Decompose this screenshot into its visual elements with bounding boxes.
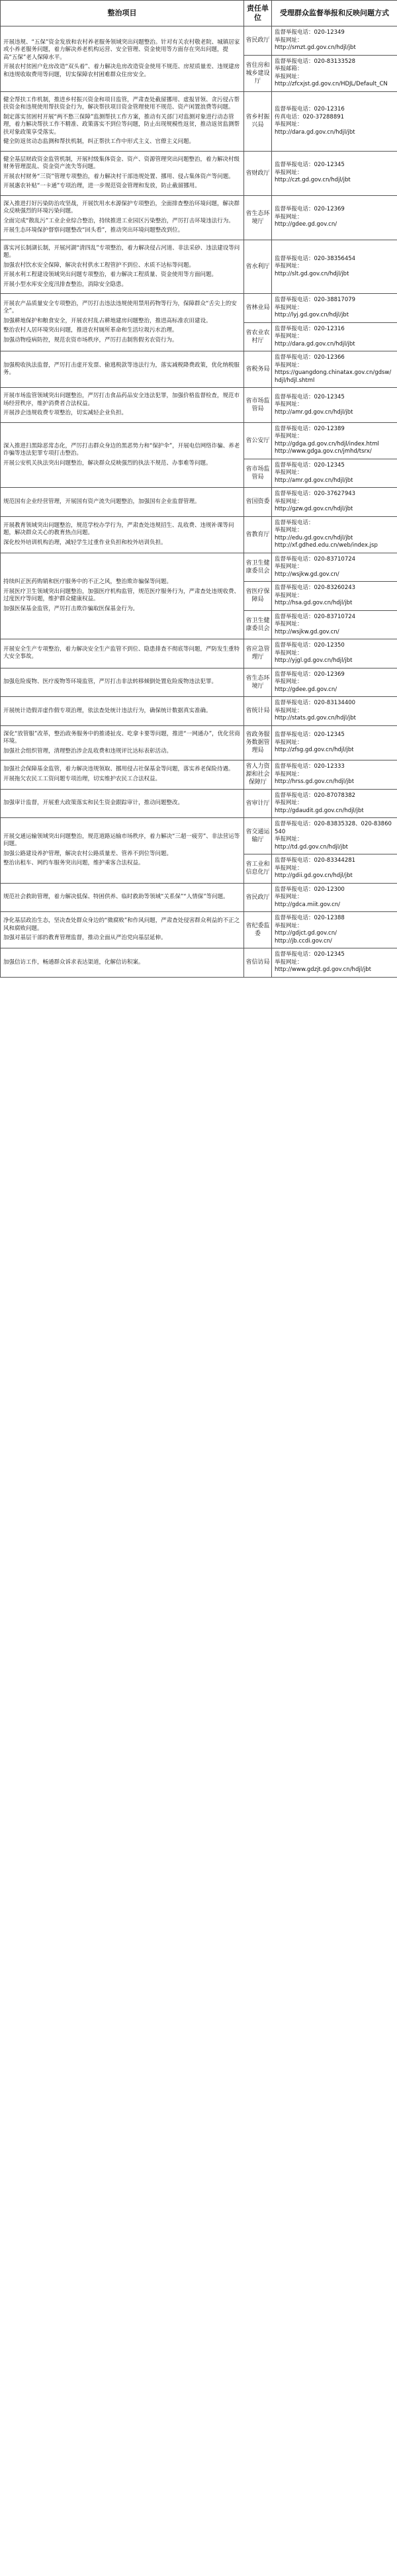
report-contact-line: 举报网址：	[275, 770, 303, 778]
report-contact-line: 举报网址：	[275, 649, 303, 657]
table-row	[1, 639, 397, 668]
rectification-item-cell	[1, 883, 244, 912]
table-row	[1, 668, 397, 697]
report-website-link[interactable]: http://slt.gd.gov.cn/hdjl/jbt	[275, 270, 349, 277]
responsible-department: 省水利厅	[244, 240, 272, 294]
report-website-link[interactable]: http://yjgl.gd.gov.cn/hdjl/jbt	[275, 657, 353, 664]
rectification-item-cell	[1, 818, 244, 884]
report-website-link[interactable]: https://guangdong.chinatax.gov.cn/gdsw/hdjl/hdjl.shtml	[275, 369, 392, 384]
table-row	[1, 151, 397, 195]
report-contact-cell	[272, 55, 397, 91]
report-contact-cell	[272, 883, 397, 912]
rectification-item-text: 加强农村饮水安全保障，解决农村供水工程管护不到位、水质不达标等问题。	[3, 261, 195, 269]
report-website-link[interactable]: http://amr.gd.gov.cn/hdjl/jbt	[275, 477, 353, 484]
responsible-department: 省人力资源和社会保障厅	[244, 760, 272, 790]
table-body	[1, 26, 397, 978]
report-contact-line: 监督举报电话：020-12369	[275, 206, 345, 213]
rectification-item-text: 开展惠农补贴“一卡通”专项治理，进一步规范资金管理和发放，防止截留挪用。	[3, 183, 200, 189]
report-contact-line: 监督举报电话：020-83134400	[275, 700, 356, 706]
report-contact-line: 举报网址：	[275, 333, 303, 340]
responsible-department: 省教育厅	[244, 516, 272, 553]
report-contact-cell	[272, 459, 397, 488]
report-contact-cell	[272, 553, 397, 582]
rectification-item-cell	[1, 294, 244, 351]
report-contact-line: 监督举报电话：020-83260243	[275, 584, 356, 591]
rectification-item-text: 加强耕地保护和粮食安全，开展农村乱占耕地建房问题整治，推进高标准农田建设。	[3, 317, 212, 324]
rectification-item-text: 加强公路建设养护管理，解决农村公路质量差、管养不到位等问题。	[3, 850, 173, 857]
table-row	[1, 912, 397, 948]
report-contact-line: 监督举报电话：020-12388	[275, 915, 345, 921]
responsible-department: 省信访局	[244, 948, 272, 978]
report-website-link[interactable]: http://smzt.gd.gov.cn/hdjl/jbt	[275, 44, 356, 51]
table-row	[1, 488, 397, 517]
table-row	[1, 294, 397, 323]
report-contact-cell	[272, 240, 397, 294]
responsible-department: 省纪委监委	[244, 912, 272, 948]
rectification-item-cell	[1, 789, 244, 818]
rectification-item-text: 开展统计造假弄虚作假专项治理，依法查处统计违法行为，确保统计数据真实准确。	[3, 707, 212, 714]
report-website-link[interactable]: http://lyj.gd.gov.cn/hdjl/jbt	[275, 312, 349, 318]
report-website-link[interactable]: http://dara.gd.gov.cn/hdjl/jbt	[275, 128, 355, 136]
col-header-dept: 责任单位	[244, 1, 272, 26]
table-row	[1, 553, 397, 582]
rectification-item-text: 深化“放管服”改革，整治政务服务中的推诿扯皮、吃拿卡要等问题，推进“一网通办”，优化营商环境。	[3, 730, 240, 745]
report-contact-cell	[272, 351, 397, 388]
rectification-item-text: 健全防返贫动态监测和帮扶机制，纠正帮扶工作中形式主义、官僚主义问题。	[3, 138, 195, 145]
report-contact-line: 举报网址：	[275, 621, 303, 627]
report-website-link[interactable]: http://gdaudit.gd.gov.cn/hdjl/jbt	[275, 807, 364, 814]
report-contact-cell	[272, 91, 397, 151]
report-contact-line: 监督举报电话：020-83133528	[275, 58, 356, 65]
report-contact-line: 举报网址：	[275, 678, 303, 685]
rectification-item-text: 深化校外培训机构治理，减轻学生过重作业负担和校外培训负担。	[3, 539, 167, 546]
table-row	[1, 818, 397, 854]
rectification-item-text: 净化基层政治生态，坚决查处群众身边的“微腐败”和作风问题，严肃查处侵害群众利益的不正之风和腐败问题。	[3, 917, 240, 932]
report-website-link[interactable]: http://gdii.gd.gov.cn/hdjl/jbt	[275, 872, 353, 879]
rectification-item-text: 加强危险废物、医疗废物等环境监管，严厉打击非法转移倾倒处置危险废物违法犯罪。	[3, 678, 218, 685]
report-contact-cell	[272, 760, 397, 790]
report-contact-line: 监督举报电话：020-12316	[275, 325, 345, 332]
report-contact-cell	[272, 516, 397, 553]
table-row	[1, 240, 397, 294]
report-contact-line: 监督举报电话：020-12389	[275, 425, 345, 432]
report-contact-line: 监督举报电话：020-87078382	[275, 792, 356, 799]
report-website-link[interactable]: http://wsjkw.gd.gov.cn/	[275, 571, 339, 578]
rectification-table-document	[0, 0, 397, 978]
report-contact-line: 监督举报电话：020-12333	[275, 763, 345, 770]
report-contact-line: 举报网址：	[275, 213, 303, 220]
rectification-item-text: 开展水利工程建设领域突出问题专项整治，着力解决工程质量、资金使用等方面问题。	[3, 271, 218, 278]
report-contact-cell	[272, 854, 397, 884]
rectification-item-cell	[1, 26, 244, 92]
col-header-item: 整治项目	[1, 1, 244, 26]
report-website-link[interactable]: http://dara.gd.gov.cn/hdjl/jbt	[275, 340, 355, 347]
table-row	[1, 26, 397, 56]
report-contact-line: 举报网址：	[275, 739, 303, 746]
report-contact-cell	[272, 322, 397, 351]
report-contact-line: 举报网址：	[275, 361, 303, 369]
report-contact-line: 监督举报电话：020-38817079	[275, 297, 356, 303]
rectification-item-text: 整治出租车、网约车服务突出问题，维护乘客合法权益。	[3, 860, 144, 867]
rectification-item-cell	[1, 725, 244, 760]
rectification-item-cell	[1, 697, 244, 726]
responsible-department: 省市场监管局	[244, 459, 272, 488]
report-contact-cell	[272, 582, 397, 611]
rectification-item-cell	[1, 639, 244, 668]
rectification-item-text: 规范国有企业经营管理，开展国有资产流失问题整治，加强国有企业监督管理。	[3, 498, 200, 505]
rectification-item-cell	[1, 151, 244, 195]
report-website-link[interactable]: http://gdee.gd.gov.cn/	[275, 221, 337, 228]
rectification-item-text: 开展交通运输领域突出问题整治，规范道路运输市场秩序，着力解决“三超一疲劳”、非法营运等问题。	[3, 833, 240, 848]
report-contact-line: 举报网址：	[275, 836, 303, 843]
report-contact-line: 举报网址：	[275, 469, 303, 476]
rectification-item-text: 持续纠正医药购销和医疗服务中的不正之风，整治欺诈骗保等问题。	[3, 578, 173, 586]
rectification-item-text: 开展安全生产专项整治，着力解决安全生产监管不到位、隐患排查不彻底等问题，严防发生重特大安全事故。	[3, 645, 240, 661]
rectification-item-text: 开展公安机关执法突出问题整治，解决群众反映强烈的执法不规范、办事难等问题。	[3, 459, 212, 467]
table-row	[1, 422, 397, 459]
report-contact-line: 监督举报电话：020-12316	[275, 106, 345, 113]
report-contact-line: 举报网址：	[275, 563, 303, 570]
rectification-item-cell	[1, 422, 244, 488]
rectification-item-cell	[1, 195, 244, 240]
report-website-link[interactable]: http://www.gdga.gov.cn/jmhd/tsrx/	[275, 448, 372, 455]
report-contact-line: 举报邮箱：	[275, 66, 303, 72]
responsible-department: 省住房和城乡建设厅	[244, 55, 272, 91]
table-row	[1, 883, 397, 912]
report-contact-line: 监督举报电话：020-37627943	[275, 490, 356, 497]
report-contact-cell	[272, 26, 397, 56]
rectification-item-cell	[1, 912, 244, 948]
report-contact-cell	[272, 668, 397, 697]
report-contact-line: 举报网址：	[275, 864, 303, 872]
rectification-item-cell	[1, 351, 244, 388]
report-contact-line: 举报网址：	[275, 433, 303, 439]
responsible-department: 省生态环境厅	[244, 195, 272, 240]
responsible-department: 省交通运输厅	[244, 818, 272, 854]
rectification-item-text: 开展小型水库安全度汛排查整治，消除安全隐患。	[3, 281, 128, 288]
report-contact-line: 监督举报电话：020-12345	[275, 951, 345, 958]
report-contact-line: 监督举报电话：020-83710724	[275, 555, 356, 563]
responsible-department: 省审计厅	[244, 789, 272, 818]
report-contact-line: 举报网址：	[275, 498, 303, 505]
rectification-item-cell	[1, 553, 244, 639]
responsible-department: 省生态环境厅	[244, 668, 272, 697]
rectification-item-text: 深入推进扫黑除恶常态化，严厉打击群众身边的黑恶势力和“保护伞”，开展电信网络诈骗、养老诈骗等违法犯罪专项打击整治。	[3, 442, 240, 457]
report-contact-line: 监督举报电话：020-12366	[275, 354, 345, 361]
report-website-link[interactable]: http://wsjkw.gd.gov.cn/	[275, 628, 339, 635]
rectification-item-text: 加强对基层干部的教育管理监督，推动全面从严治党向基层延伸。	[3, 935, 167, 942]
report-website-link[interactable]: http://xf.gdhed.edu.cn/web/index.jsp	[275, 542, 378, 549]
report-website-link[interactable]: http://zfsg.gd.gov.cn/hdjl/jbt	[275, 747, 354, 753]
rectification-item-text: 加强审计监督，开展重大政策落实和民生资金跟踪审计，推动问题整改。	[3, 800, 184, 806]
responsible-department: 省税务局	[244, 351, 272, 388]
report-contact-cell	[272, 488, 397, 517]
table-row	[1, 516, 397, 553]
report-contact-cell	[272, 610, 397, 639]
rectification-item-cell	[1, 488, 244, 517]
report-contact-line: 监督举报电话：020-83710724	[275, 613, 356, 620]
rectification-table	[0, 0, 397, 978]
report-website-link[interactable]: http://hrss.gd.gov.cn/hdjl/jbt	[275, 778, 355, 785]
report-contact-line: 监督举报电话：020-83344281	[275, 857, 356, 864]
report-contact-cell	[272, 195, 397, 240]
report-contact-line: 举报网址：	[275, 401, 303, 408]
responsible-department: 省政务服务数据管理局	[244, 725, 272, 760]
rectification-item-text: 开展涉企违规收费专项整治，切实减轻企业负担。	[3, 410, 128, 416]
report-website-link[interactable]: http://stats.gd.gov.cn/hdjl/jbt	[275, 715, 357, 721]
responsible-department: 省民政厅	[244, 883, 272, 912]
report-contact-cell	[272, 639, 397, 668]
table-row	[1, 91, 397, 151]
report-contact-line: 监督举报电话：020-83835328、020-83860540	[275, 821, 392, 835]
report-contact-line: 举报网址：	[275, 527, 303, 533]
report-contact-line: 举报网址：	[275, 922, 303, 929]
table-row	[1, 760, 397, 790]
report-website-link[interactable]: http://td.gd.gov.cn/hdjl/jbt	[275, 843, 349, 851]
rectification-item-text: 开展医疗卫生领域突出问题整治，加强医疗机构监管，规范医疗服务行为，严肃查处违规收费、过度医疗等问题，维护群众健康权益。	[3, 588, 240, 603]
rectification-item-text: 健全基层财政资金监管机制，开展村级集体资金、资产、资源管理突出问题整治，着力解决村级财务管理混乱、资金资产流失等问题。	[3, 156, 240, 170]
table-row	[1, 725, 397, 760]
report-website-link[interactable]: http://jb.ccdi.gov.cn/	[275, 937, 332, 944]
rectification-item-text: 开展农产品质量安全专项整治，严厉打击违法违规使用禁用药物等行为，保障群众“舌尖上的安全”。	[3, 300, 237, 315]
report-contact-line: 举报网址：	[275, 707, 303, 714]
report-contact-line: 监督举报电话：	[275, 519, 314, 526]
report-website-link[interactable]: http://gdee.gd.gov.cn/	[275, 686, 337, 693]
responsible-department: 省乡村振兴局	[244, 91, 272, 151]
table-row	[1, 789, 397, 818]
report-contact-line: 举报网址：	[275, 263, 303, 269]
rectification-item-cell	[1, 91, 244, 151]
report-contact-cell	[272, 818, 397, 854]
report-contact-line: 举报网址：	[275, 592, 303, 599]
rectification-item-text: 加强社会组织管理，清理整治涉企乱收费和违规评比达标表彰活动。	[3, 747, 173, 755]
rectification-item-text: 开展农村财务“三资”管理专项整治，着力解决村干部违规处置、挪用、侵占集体资产等问题。	[3, 173, 234, 180]
report-website-link[interactable]: http://hsa.gd.gov.cn/hdjl/jbt	[275, 600, 353, 606]
responsible-department: 省卫生健康委员会	[244, 610, 272, 639]
report-contact-line: 举报网址：	[275, 304, 303, 311]
rectification-item-text: 开展教育领域突出问题整治，规范学校办学行为，严肃查处违规招生、乱收费、违规补课等问题，解决群众关心的教育热点问题。	[3, 522, 234, 537]
responsible-department: 省工业和信息化厅	[244, 854, 272, 884]
rectification-item-text: 整治农村人居环境突出问题，推进农村厕所革命和生活垃圾污水治理。	[3, 327, 178, 334]
rectification-item-text: 加强税收执法监督，严厉打击虚开发票、偷逃税款等违法行为，落实减税降费政策，优化纳税服务。	[3, 361, 240, 376]
report-contact-line: 传真电话：020-37288891	[275, 113, 345, 120]
table-row	[1, 388, 397, 423]
report-contact-line: 举报网址：	[275, 800, 303, 806]
report-contact-line: 监督举报电话：020-12345	[275, 461, 345, 469]
responsible-department: 省应急管理厅	[244, 639, 272, 668]
report-contact-cell	[272, 697, 397, 726]
report-contact-cell	[272, 789, 397, 818]
responsible-department: 省卫生健康委员会	[244, 553, 272, 582]
rectification-item-cell	[1, 388, 244, 423]
report-website-link[interactable]: http://edu.gd.gov.cn/hdjl/jbt	[275, 534, 353, 541]
report-website-link[interactable]: http://gdga.gd.gov.cn/hdjl/index.html	[275, 440, 379, 447]
report-contact-cell	[272, 725, 397, 760]
rectification-item-text: 全面完成“散乱污”工业企业综合整治，持续推进工业园区污染整治，严厉打击环境违法行为。	[3, 217, 234, 224]
table-row	[1, 195, 397, 240]
report-website-link[interactable]: http://zfcxjst.gd.gov.cn/HDJL/Default_CN	[275, 81, 388, 87]
responsible-department: 省农业农村厅	[244, 322, 272, 351]
report-contact-line: 监督举报电话：020-38356454	[275, 255, 356, 262]
report-contact-line: 举报网址：	[275, 73, 303, 80]
table-row	[1, 351, 397, 388]
report-contact-line: 举报网址：	[275, 36, 303, 44]
responsible-department: 省公安厅	[244, 422, 272, 459]
responsible-department: 省市场监管局	[244, 388, 272, 423]
report-contact-cell	[272, 388, 397, 423]
rectification-item-text: 加强社会保障基金监管，着力解决违规领取、挪用侵占社保基金等问题，落实养老保险待遇。	[3, 766, 234, 773]
report-website-link[interactable]: http://gdca.miit.gov.cn/	[275, 901, 341, 908]
report-website-link[interactable]: http://gzw.gd.gov.cn/hdjl/jbt	[275, 506, 353, 512]
table-row	[1, 948, 397, 978]
rectification-item-text: 开展生态环境保护督察问题整改“回头看”，推动突出环境问题整改到位。	[3, 227, 184, 234]
report-contact-cell	[272, 151, 397, 195]
rectification-item-text: 开展农村贫困户危房改造“双头着”、着力解决危房改造资金使用不规范、房屋质量差、违规建房和违规收取费用等问题，切实保障农村困难群众住房安全。	[3, 64, 240, 78]
report-website-link[interactable]: http://gdjct.gd.gov.cn/	[275, 930, 337, 937]
report-contact-line: 监督举报电话：020-12369	[275, 670, 345, 678]
report-contact-cell	[272, 294, 397, 323]
rectification-item-text: 健全帮扶工作机制，推进乡村振兴资金和项目监管，严肃查处截留挪用、虚报冒领、贪污侵占帮扶资金和违规使用帮扶资金行为，解决帮扶项目资金管理使用不规范、资产闲置浪费等问题。	[3, 96, 240, 111]
responsible-department: 省民政厅	[244, 26, 272, 56]
rectification-item-text: 加强动物疫病防控，规范农资市场秩序，严厉打击制售假劣农资行为。	[3, 336, 178, 344]
responsible-department: 省财政厅	[244, 151, 272, 195]
rectification-item-text: 落实河长制湖长制，开展河湖“清四乱”专项整治，着力解决侵占河道、非法采砂、违法建设等问题。	[3, 244, 240, 259]
report-contact-cell	[272, 912, 397, 948]
table-header-row	[1, 1, 397, 26]
table-row	[1, 697, 397, 726]
report-website-link[interactable]: http://amr.gd.gov.cn/hdjl/jbt	[275, 408, 353, 416]
report-contact-line: 举报网址：	[275, 169, 303, 176]
report-website-link[interactable]: http://czt.gd.gov.cn/hdjl/jbt	[275, 177, 351, 184]
col-header-contact: 受理群众监督举报和反映问题方式	[272, 1, 397, 26]
rectification-item-cell	[1, 948, 244, 978]
responsible-department: 省统计局	[244, 697, 272, 726]
rectification-item-text: 加强信访工作，畅通群众诉求表达渠道，化解信访积案。	[3, 958, 144, 966]
report-contact-cell	[272, 422, 397, 459]
rectification-item-cell	[1, 760, 244, 790]
report-contact-line: 举报网址：	[275, 958, 303, 966]
report-contact-line: 监督举报电话：020-12345	[275, 161, 345, 169]
rectification-item-text: 制定落实贫困村开展“两不愁三保障”监测帮扶工作方案，推动有关部门对监测对象进行动态管理，着力解决帮扶工作不精准、政策落实不到位等问题，防止出现规模性返贫，推动返贫监测帮扶对象政策享受落实。	[3, 113, 240, 136]
report-contact-line: 举报网址：	[275, 894, 303, 900]
report-contact-line: 监督举报电话：020-12350	[275, 642, 345, 649]
rectification-item-text: 规范社会救助管理，着力解决低保、特困供养、临时救助等领域“关系保”“人情保”等问题。	[3, 894, 229, 900]
responsible-department: 省林业局	[244, 294, 272, 323]
rectification-item-text: 开展拖欠农民工工资问题专项治理，切实维护农民工合法权益。	[3, 775, 161, 782]
rectification-item-cell	[1, 668, 244, 697]
rectification-item-cell	[1, 240, 244, 294]
rectification-item-text: 开展违规、“五保”资金发放和农村养老服务领域突出问题整治。针对有关农村敬老院、城镇居家或小养老服务问题，着力解决养老机构运营、安全管理、资金使用等方面存在突出问题，提高“五保”老人保障水平。	[3, 38, 240, 61]
report-contact-cell	[272, 948, 397, 978]
report-contact-line: 举报网址：	[275, 121, 303, 128]
rectification-item-cell	[1, 516, 244, 553]
report-contact-line: 监督举报电话：020-12349	[275, 29, 345, 36]
responsible-department: 省医疗保障局	[244, 582, 272, 611]
rectification-item-text: 深入推进打好污染防治攻坚战，开展饮用水水源保护专项整治，全面排查整治环境问题，解决群众反映强烈的环境污染问题。	[3, 200, 240, 214]
report-contact-line: 监督举报电话：020-12345	[275, 731, 345, 738]
report-website-link[interactable]: http://www.gdzjt.gd.gov.cn/hdjl/jbt	[275, 966, 372, 973]
report-contact-line: 监督举报电话：020-12300	[275, 886, 345, 893]
rectification-item-text: 开展市场监管领域突出问题整治，严厉打击食品药品安全违法犯罪，加强价格监督检查，规范市场经营秩序，维护消费者合法权益。	[3, 392, 240, 407]
responsible-department: 省国资委	[244, 488, 272, 517]
rectification-item-text: 加强医保基金监管，严厉打击欺诈骗取医保基金行为。	[3, 605, 139, 612]
report-contact-line: 监督举报电话：020-12345	[275, 393, 345, 400]
